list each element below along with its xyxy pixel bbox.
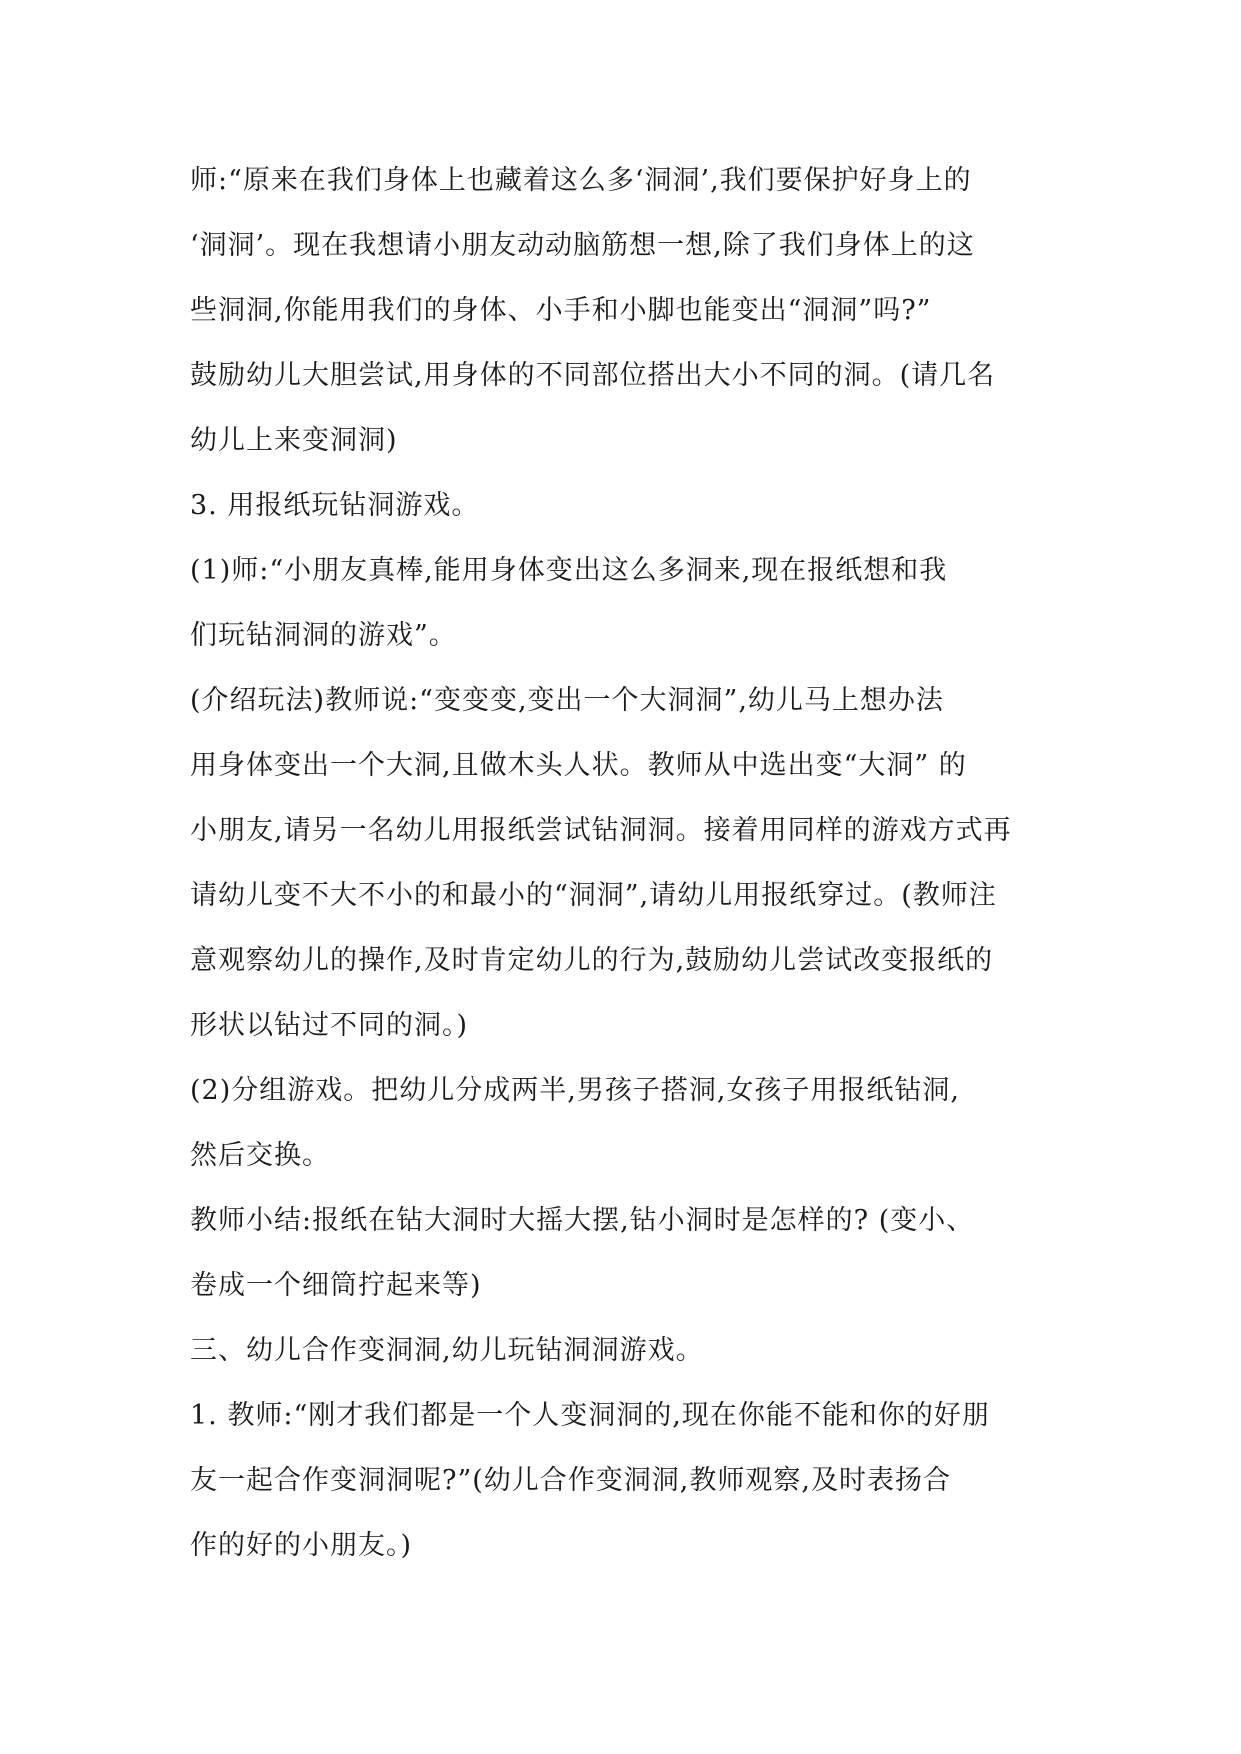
text-line: 用身体变出一个大洞,且做木头人状。教师从中选出变“大洞” 的 (190, 750, 967, 781)
text-line: 教师小结:报纸在钻大洞时大摇大摆,钻小洞时是怎样的? (变小、 (190, 1205, 975, 1236)
section-heading: 3. 用报纸玩钻洞游戏。 (190, 490, 480, 521)
text-line: 卷成一个细筒拧起来等) (190, 1270, 482, 1301)
text-line: 然后交换。 (190, 1140, 330, 1171)
text-line: (1)师:“小朋友真棒,能用身体变出这么多洞来,现在报纸想和我 (190, 555, 948, 586)
text-line: (介绍玩法)教师说:“变变变,变出一个大洞洞”,幼儿马上想办法 (190, 685, 944, 716)
text-line: 鼓励幼儿大胆尝试,用身体的不同部位搭出大小不同的洞。(请几名 (190, 360, 996, 391)
text-line: 幼儿上来变洞洞) (190, 425, 398, 456)
text-line: 形状以钻过不同的洞。) (190, 1010, 469, 1041)
text-line: 友一起合作变洞洞呢?”(幼儿合作变洞洞,教师观察,及时表扬合 (190, 1465, 951, 1496)
section-heading: 三、幼儿合作变洞洞,幼儿玩钻洞洞游戏。 (190, 1335, 704, 1366)
text-line: 些洞洞,你能用我们的身体、小手和小脚也能变出“洞洞”吗?” (190, 295, 932, 326)
text-line: (2)分组游戏。把幼儿分成两半,男孩子搭洞,女孩子用报纸钻洞, (190, 1075, 960, 1106)
text-line: 作的好的小朋友。) (190, 1530, 413, 1561)
text-line: 小朋友,请另一名幼儿用报纸尝试钻洞洞。接着用同样的游戏方式再 (190, 815, 1012, 846)
text-line: 们玩钻洞洞的游戏”。 (190, 620, 457, 651)
text-line: 1. 教师:“刚才我们都是一个人变洞洞的,现在你能不能和你的好朋 (190, 1400, 990, 1431)
text-line: ‘洞洞’。现在我想请小朋友动动脑筋想一想,除了我们身体上的这 (190, 230, 975, 261)
text-line: 意观察幼儿的操作,及时肯定幼儿的行为,鼓励幼儿尝试改变报纸的 (190, 945, 994, 976)
text-line: 师:“原来在我们身体上也藏着这么多‘洞洞’,我们要保护好身上的 (190, 165, 972, 196)
text-line: 请幼儿变不大不小的和最小的“洞洞”,请幼儿用报纸穿过。(教师注 (190, 880, 997, 911)
